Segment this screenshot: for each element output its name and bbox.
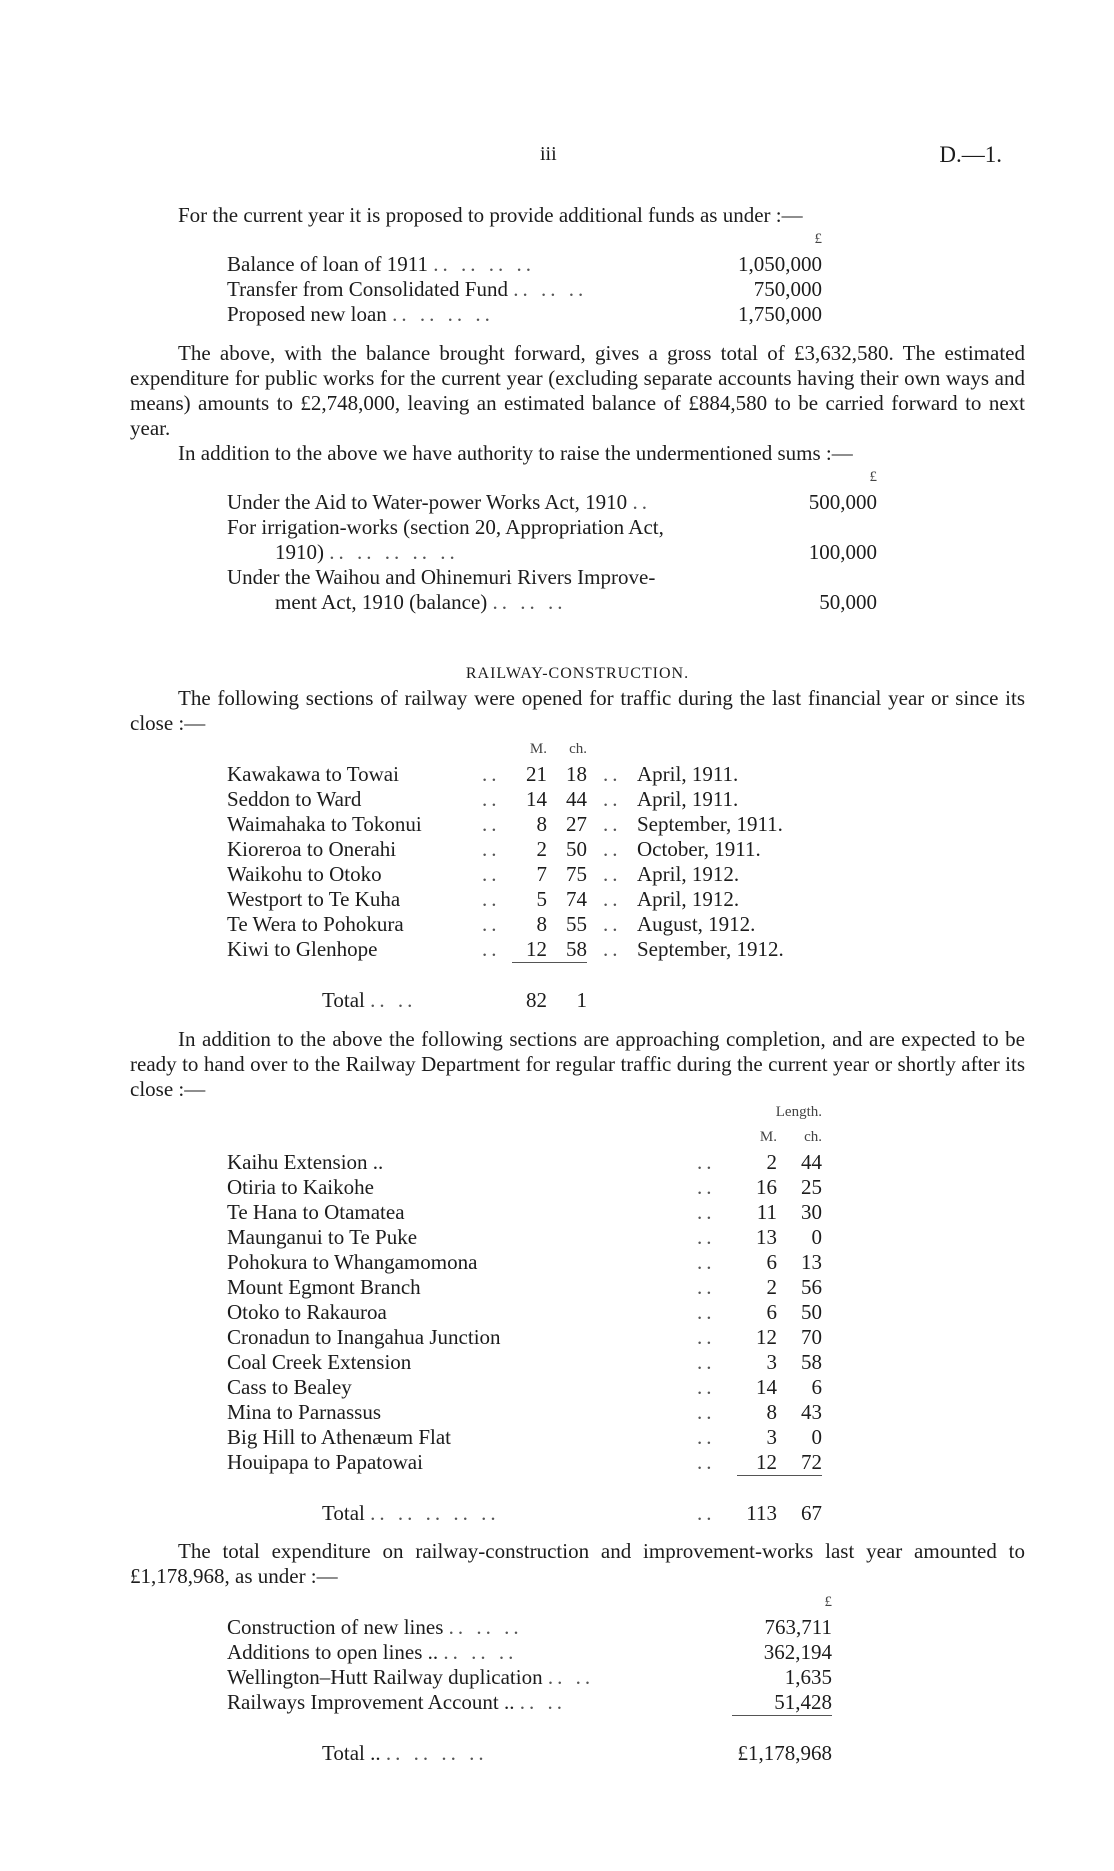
chains: 13: [801, 1250, 822, 1274]
section-name: Kioreroa to Onerahi: [227, 837, 397, 861]
table-row: Seddon to Ward .. 14 44 .. April, 1911.: [227, 787, 837, 812]
table-row: Kaihu Extension .. .. 2 44: [227, 1150, 822, 1174]
table-row: [227, 302, 822, 327]
funds-unit: £: [814, 231, 822, 247]
page-header: [0, 142, 1114, 172]
chains: 55: [566, 912, 587, 936]
chains: 18: [566, 762, 587, 786]
authority-label-cont: ment Act, 1910 (balance): [275, 590, 488, 614]
chains: 0: [811, 1425, 822, 1449]
open-date: September, 1911.: [637, 812, 783, 836]
authority-label-cont: 1910): [275, 540, 324, 564]
miles: 16: [756, 1175, 777, 1199]
section-name: Pohokura to Whangamomona: [227, 1250, 478, 1274]
opened-sections-table: [227, 737, 837, 1013]
expenditure-amount: 1,635: [784, 1665, 832, 1689]
section-name: Waimahaka to Tokonui: [227, 812, 422, 836]
open-date: September, 1912.: [637, 937, 784, 961]
miles: 3: [766, 1350, 777, 1374]
miles: 11: [756, 1200, 777, 1224]
table-row: [227, 1665, 832, 1690]
miles: 2: [766, 1275, 777, 1299]
open-date: August, 1912.: [637, 912, 756, 936]
miles: 6: [766, 1250, 777, 1274]
table-row: Te Hana to Otamatea .. 11 30: [227, 1200, 822, 1224]
authority-amount: 100,000: [808, 540, 877, 564]
funds-table: [227, 227, 822, 327]
section-name: Seddon to Ward: [227, 787, 362, 811]
table-row: [227, 515, 877, 540]
chains: 72: [801, 1450, 822, 1474]
chains: 58: [801, 1350, 822, 1374]
chains: 0: [811, 1225, 822, 1249]
page-number: iii: [540, 143, 557, 165]
table-row: Mount Egmont Branch .. 2 56: [227, 1275, 822, 1299]
funds-label: Proposed new loan: [227, 302, 387, 326]
chains: 27: [566, 812, 587, 836]
leader-dots: .. .. .. ..: [385, 1740, 488, 1765]
miles: 12: [756, 1450, 777, 1474]
open-date: April, 1912.: [637, 887, 740, 911]
authority-label: For irrigation-works (section 20, Appropriation Act,: [227, 515, 664, 539]
total-label: Total: [322, 1500, 365, 1525]
section-name: Te Hana to Otamatea: [227, 1200, 405, 1224]
leader-dots: .. .. ..: [443, 1640, 518, 1664]
funds-amount: 1,050,000: [738, 252, 822, 276]
table-row: Mina to Parnassus .. 8 43: [227, 1400, 822, 1424]
table-row: Maunganui to Te Puke .. 13 0: [227, 1225, 822, 1249]
table-row: Cronadun to Inangahua Junction .. 12 70: [227, 1325, 822, 1349]
funds-intro: For the current year it is proposed to provide additional funds as under :—: [178, 203, 803, 227]
total-label: Total ..: [322, 1740, 381, 1765]
authority-table: [227, 465, 877, 615]
leader-dots: ..: [632, 490, 651, 514]
funds-amount: 1,750,000: [738, 302, 822, 326]
table-row: [227, 1640, 832, 1665]
table-row: [227, 277, 822, 302]
funds-amount: 750,000: [753, 277, 822, 301]
table-row-total: [227, 1741, 832, 1766]
section-heading: RAILWAY-CONSTRUCTION.: [465, 665, 690, 682]
miles: 2: [766, 1150, 777, 1174]
total-rule: [512, 963, 587, 988]
miles: 12: [526, 937, 547, 961]
length-header: Length.: [775, 1104, 822, 1120]
section-name: Mina to Parnassus: [227, 1400, 381, 1424]
miles: 12: [756, 1325, 777, 1349]
section-name: Mount Egmont Branch: [227, 1275, 421, 1299]
section-name: Big Hill to Athenæum Flat: [227, 1425, 452, 1449]
section-name: Houipapa to Papatowai: [227, 1450, 423, 1474]
open-date: October, 1911.: [637, 837, 761, 861]
authority-label: Under the Waihou and Ohinemuri Rivers Improve-: [227, 565, 656, 589]
expenditure-label: Additions to open lines ..: [227, 1640, 439, 1664]
section-name: Coal Creek Extension: [227, 1350, 412, 1374]
authority-amount: 500,000: [808, 490, 877, 514]
chains: 58: [566, 937, 587, 961]
pending-intro: In addition to the above the following sections are approaching completion, and are expected to be ready to hand over to the Railway Department for regular traffic during the current year or shortly after its close :—: [130, 1027, 1025, 1101]
table-row: Cass to Bealey .. 14 6: [227, 1375, 822, 1399]
expenditure-intro: The total expenditure on railway-construction and improvement-works last year amounted to £1,178,968, as under :—: [130, 1539, 1025, 1588]
table-row: Kiwi to Glenhope .. 12 58 .. September, 1912.: [227, 937, 837, 963]
miles-header: M.: [759, 1129, 777, 1145]
table-row: Otoko to Rakauroa .. 6 50: [227, 1300, 822, 1324]
table-row: [227, 1690, 832, 1716]
chains: 44: [566, 787, 587, 811]
section-name: Westport to Te Kuha: [227, 887, 401, 911]
expenditure-table: [227, 1590, 832, 1766]
miles: 13: [756, 1225, 777, 1249]
total-rule: [737, 1476, 822, 1501]
miles: 8: [536, 812, 547, 836]
authority-amount: 50,000: [819, 590, 877, 614]
chains: 50: [566, 837, 587, 861]
table-row: Big Hill to Athenæum Flat .. 3 0: [227, 1425, 822, 1449]
section-name: Otoko to Rakauroa: [227, 1300, 387, 1324]
table-row: Waimahaka to Tokonui .. 8 27 .. September, 1911.: [227, 812, 837, 837]
expenditure-label: Railways Improvement Account ..: [227, 1690, 515, 1714]
leader-dots: .. .. .. .. ..: [329, 540, 459, 564]
document-reference: D.—1.: [939, 142, 1002, 167]
chains: 50: [801, 1300, 822, 1324]
funds-label: Transfer from Consolidated Fund: [227, 277, 508, 301]
section-name: Kaihu Extension ..: [227, 1150, 384, 1174]
table-row: Pohokura to Whangamomona .. 6 13: [227, 1250, 822, 1274]
table-row-total: [227, 988, 837, 1013]
chains-header: ch.: [804, 1129, 822, 1145]
expenditure-amount: 763,711: [764, 1615, 832, 1639]
leader-dots: .. ..: [370, 987, 417, 1012]
miles: 5: [536, 887, 547, 911]
section-name: Te Wera to Pohokura: [227, 912, 404, 936]
table-row: [227, 540, 877, 565]
funds-label: Balance of loan of 1911: [227, 252, 428, 276]
table-row: Kioreroa to Onerahi .. 2 50 .. October, 1911.: [227, 837, 837, 862]
section-name: Cronadun to Inangahua Junction: [227, 1325, 501, 1349]
authority-intro: In addition to the above we have authority to raise the undermentioned sums :—: [178, 441, 853, 465]
miles: 8: [536, 912, 547, 936]
leader-dots: .. .. .. ..: [433, 252, 535, 276]
leader-dots: .. .. .. .. ..: [370, 1500, 500, 1525]
section-name: Cass to Bealey: [227, 1375, 352, 1399]
table-row: Otiria to Kaikohe .. 16 25: [227, 1175, 822, 1199]
total-miles: 82: [526, 987, 547, 1012]
leader-dots: .. ..: [519, 1690, 567, 1714]
pending-sections-table: [227, 1100, 822, 1526]
table-row: Kawakawa to Towai .. 21 18 .. April, 1911.: [227, 762, 837, 787]
section-name: Maunganui to Te Puke: [227, 1225, 418, 1249]
chains: 6: [811, 1375, 822, 1399]
total-chains: 1: [576, 987, 587, 1012]
leader-dots: .. .. ..: [513, 277, 588, 301]
expenditure-label: Wellington–Hutt Railway duplication: [227, 1665, 543, 1689]
open-date: April, 1911.: [637, 787, 739, 811]
chains: 25: [801, 1175, 822, 1199]
table-row: [227, 252, 822, 277]
table-row: Te Wera to Pohokura .. 8 55 .. August, 1912.: [227, 912, 837, 937]
table-row: Waikohu to Otoko .. 7 75 .. April, 1912.: [227, 862, 837, 887]
chains: 43: [801, 1400, 822, 1424]
table-row: [227, 565, 877, 590]
table-row: Westport to Te Kuha .. 5 74 .. April, 1912.: [227, 887, 837, 912]
leader-dots: .. .. ..: [492, 590, 567, 614]
expenditure-amount: 51,428: [774, 1690, 832, 1714]
authority-unit: £: [869, 469, 877, 485]
leader-dots: .. ..: [547, 1665, 595, 1689]
section-name: Otiria to Kaikohe: [227, 1175, 374, 1199]
expenditure-label: Construction of new lines: [227, 1615, 444, 1639]
miles-header: M.: [529, 741, 547, 757]
chains: 56: [801, 1275, 822, 1299]
section-name: Waikohu to Otoko: [227, 862, 382, 886]
chains-header: ch.: [569, 741, 587, 757]
table-row: [227, 490, 877, 515]
miles: 2: [536, 837, 547, 861]
expenditure-unit: £: [824, 1594, 832, 1610]
chains: 74: [566, 887, 587, 911]
total-chains: 67: [801, 1500, 822, 1525]
table-row: Coal Creek Extension .. 3 58: [227, 1350, 822, 1374]
miles: 6: [766, 1300, 777, 1324]
table-row: [227, 590, 877, 615]
chains: 30: [801, 1200, 822, 1224]
leader-dots: .. .. .. ..: [392, 302, 494, 326]
leader-dots: .. .. ..: [448, 1615, 523, 1639]
total-miles: 113: [746, 1500, 777, 1525]
funds-section: [130, 203, 1025, 228]
table-row: [227, 1615, 832, 1640]
open-date: April, 1911.: [637, 762, 739, 786]
funds-summary: The above, with the balance brought forward, gives a gross total of £3,632,580. The estimated expenditure for public works for the current year (excluding separate accounts having their own ways and means) amounts to £2,748,000, leaving an estimated balance of £884,580 to be carried forward to next year.: [130, 341, 1025, 440]
table-row: Houipapa to Papatowai .. 12 72: [227, 1450, 822, 1474]
chains: 75: [566, 862, 587, 886]
total-label: Total: [322, 987, 365, 1012]
section-name: Kiwi to Glenhope: [227, 937, 378, 961]
miles: 7: [536, 862, 547, 886]
open-date: April, 1912.: [637, 862, 740, 886]
table-row-total: Total .. .. .. .. .. .. 113 67: [322, 1500, 822, 1525]
opened-intro: The following sections of railway were opened for traffic during the last financial year or since its close :—: [130, 686, 1025, 735]
expenditure-amount: 362,194: [763, 1640, 832, 1664]
chains: 70: [801, 1325, 822, 1349]
total-rule: [732, 1716, 832, 1741]
miles: 14: [756, 1375, 777, 1399]
miles: 21: [526, 762, 547, 786]
miles: 14: [526, 787, 547, 811]
miles: 8: [766, 1400, 777, 1424]
miles: 3: [766, 1425, 777, 1449]
authority-label: Under the Aid to Water-power Works Act, 1910: [227, 490, 628, 514]
chains: 44: [801, 1150, 822, 1174]
section-name: Kawakawa to Towai: [227, 762, 399, 786]
total-amount: £1,178,968: [737, 1740, 832, 1765]
